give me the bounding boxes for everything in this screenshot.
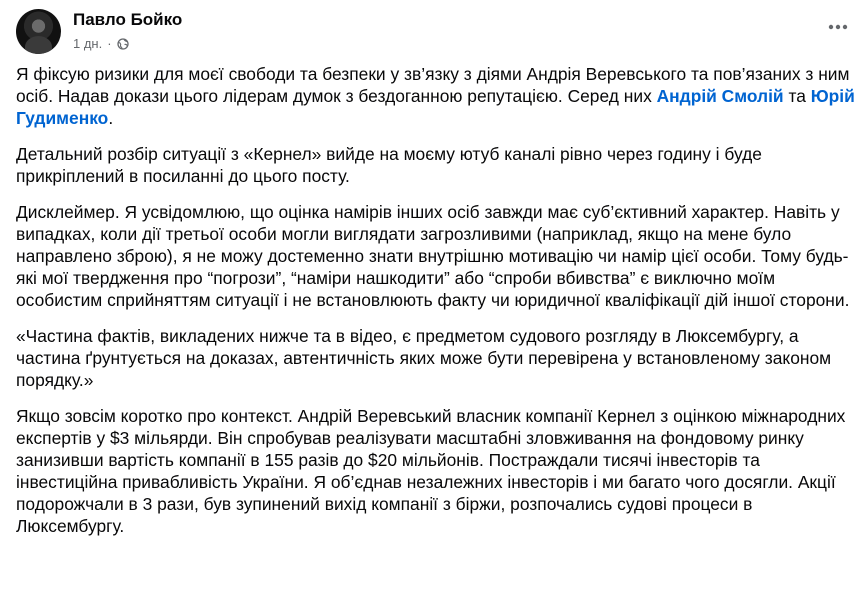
mention-andrii-smolii[interactable]: Андрій Смолій	[656, 86, 784, 106]
post-text	[16, 63, 856, 551]
paragraph-1	[16, 63, 856, 129]
paragraph-1-text: Я фіксую ризики для моєї свободи та безпеки у зв’язку з діями Андрія Веревського та пов’язаних з ним осіб. Надав докази цього лідерам думок з бездоганною репутацією. Серед них	[16, 64, 850, 106]
author-name[interactable]: Павло Бойко	[73, 10, 183, 29]
more-horizontal-icon[interactable]	[825, 14, 851, 40]
paragraph-4: «Частина фактів, викладених нижче та в відео, є предметом судового розгляду в Люксембургу, а частина ґрунтується на доказах, автентичність яких може бути перевірена у встановленому законом порядку.»	[16, 326, 832, 390]
globe-icon	[117, 38, 129, 50]
post-header	[16, 7, 182, 55]
paragraph-5: Якщо зовсім коротко про контекст. Андрій Веревський власник компанії Кернел з оцінкою міжнародних експертів у $3 мільярди. Він спробував реалізувати масштабні зловживання на фондовому ринку занизивши вартість компанії в 155 разів до $20 мільйонів. Постраждали тисячі інвесторів та інвестиційна привабливість України. Я об’єднав незалежних інвесторів і ми багато чого досягли. Акції подорожчали в 3 рази, був зупинений вихід компанії з біржи, розпочались судові процеси в Люксембургу.	[16, 406, 846, 536]
post-subline	[73, 36, 182, 52]
meta-separator: ·	[107, 36, 112, 51]
mention-yurii-hudymenko[interactable]: Юрій Гудименко	[16, 86, 855, 128]
paragraph-3: Дисклеймер. Я усвідомлюю, що оцінка намірів інших осіб завжди має суб’єктивний характер. Навіть у випадках, коли дії третьої особи могли виглядати загрозливими (наприклад, якщо на мене було направлено зброю), я не можу достеменно знати внутрішню мотивацію чи намір цієї особи. Тому будь-які мої твердження про “погрози”, “наміри нашкодити” або “спроби вбивства” є виключно моїм особистим сприйняттям ситуації і не встановлюють факту чи юридичної кваліфікації дій іншої сторони.	[16, 202, 850, 310]
post-timestamp[interactable]: 1 дн.	[73, 36, 103, 51]
paragraph-1-end: .	[108, 108, 114, 128]
paragraph-2: Детальний розбір ситуації з «Кернел» вийде на моєму ютуб каналі рівно через годину і буде прикріплений в посиланні до цього посту.	[16, 144, 762, 186]
paragraph-1-conjunction: та	[783, 86, 811, 106]
author-avatar[interactable]	[16, 9, 61, 54]
post-meta	[73, 10, 182, 52]
